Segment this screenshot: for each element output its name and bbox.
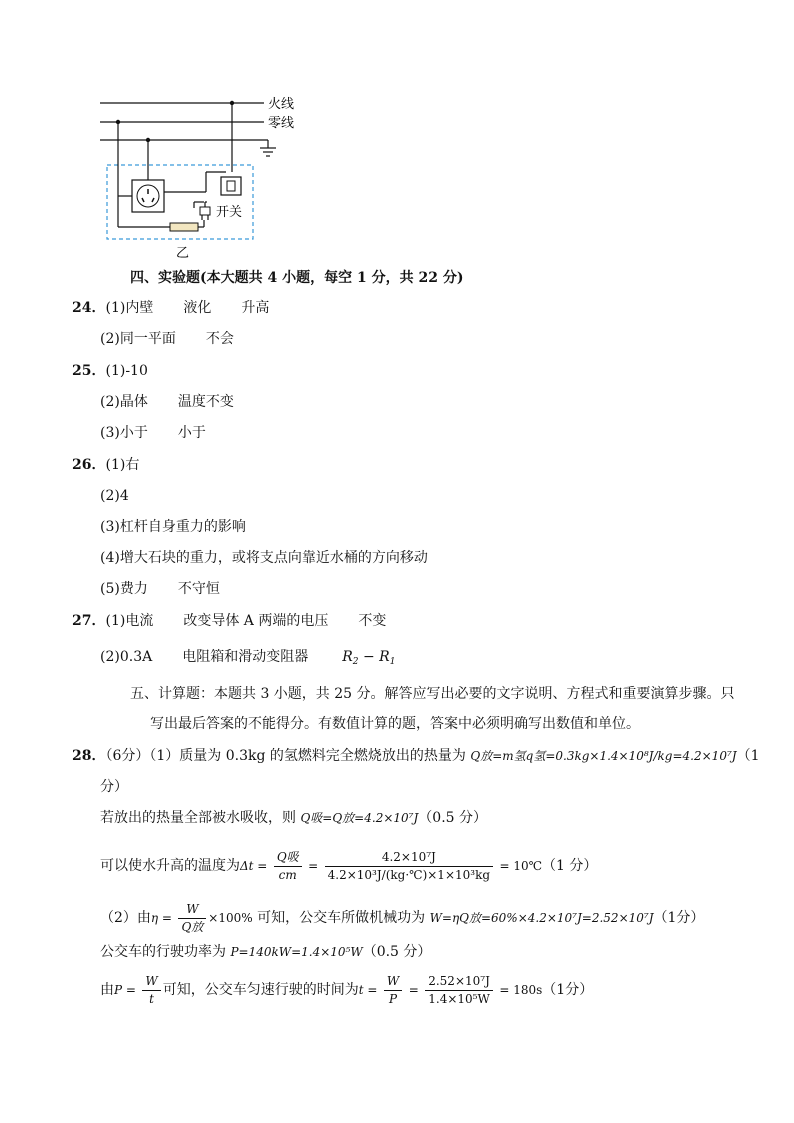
- q27-line2: (2)0.3A 电阻箱和滑动变阻器 $R_2 - R_1$: [100, 649, 396, 667]
- q25-line3: (3)小于 小于: [100, 425, 206, 441]
- q28-line3: 若放出的热量全部被水吸收，则 Q吸=Q放=4.2×10⁷J（0.5 分）: [100, 810, 487, 826]
- q26-line1: 26．(1)右: [72, 457, 140, 473]
- q26-line5: (5)费力 不守恒: [100, 581, 220, 597]
- q26-line3: (3)杠杆自身重力的影响: [100, 519, 246, 535]
- q24-line2: (2)同一平面 不会: [100, 331, 234, 347]
- switch-label: 开关: [216, 205, 243, 220]
- figure-label: 乙: [176, 246, 190, 261]
- q28-line2: 分）: [100, 779, 128, 795]
- q25-line1: 25．(1)-10: [72, 363, 148, 379]
- neutral-wire-label: 零线: [268, 116, 295, 131]
- q26-line2: (2)4: [100, 488, 129, 504]
- circuit-diagram: [96, 90, 316, 265]
- section5-heading-line2: 写出最后答案的不能得分。有数值计算的题，答案中必须明确写出数值和单位。: [150, 716, 640, 732]
- section4-heading: 四、实验题(本大题共 4 小题，每空 1 分，共 22 分): [130, 270, 464, 286]
- q28-line7: 由P = $\frac{W}{t}$ 可知，公交车匀速行驶的时间为t = $\frac{W}{P}$ = $\frac{\text{2.52×10⁷J}}{\text{1.4×10⁵W}}$ = 180s（1分）: [100, 973, 594, 1006]
- q28-line6: 公交车的行驶功率为 P=140kW=1.4×10⁵W（0.5 分）: [100, 944, 432, 960]
- q25-line2: (2)晶体 温度不变: [100, 394, 234, 410]
- q28-line4: 可以使水升高的温度为Δt = $\frac{\text{Q吸}}{cm}$ = $\frac{\text{4.2×10⁷J}}{\text{4.2×10³J/(kg·℃)×1×10³kg}}$ = 10℃（1 分）: [100, 849, 598, 882]
- switch-icon: [221, 177, 241, 195]
- q27-line1: 27．(1)电流 改变导体 A 两端的电压 不变: [72, 613, 387, 629]
- live-wire-label: 火线: [268, 97, 295, 112]
- q26-line4: (4)增大石块的重力，或将支点向靠近水桶的方向移动: [100, 550, 428, 566]
- q28-line1: 28．（6分）（1）质量为 0.3kg 的氢燃料完全燃烧放出的热量为 Q放=m氢q氢=0.3kg×1.4×10⁸J/kg=4.2×10⁷J（1: [72, 748, 760, 764]
- plug-icon: [200, 207, 210, 215]
- section5-heading-line1: 五、计算题：本题共 3 小题，共 25 分。解答应写出必要的文字说明、方程式和重要演算步骤。只: [130, 686, 735, 702]
- q24-line1: 24．(1)内壁 液化 升高: [72, 300, 270, 316]
- q28-line5: （2）由η = $\frac{W}{\text{Q放}}$ ×100% 可知，公交车所做机械功为 W=ηQ放=60%×4.2×10⁷J=2.52×10⁷J（1分）: [100, 901, 705, 934]
- heater-resistor: [170, 223, 198, 231]
